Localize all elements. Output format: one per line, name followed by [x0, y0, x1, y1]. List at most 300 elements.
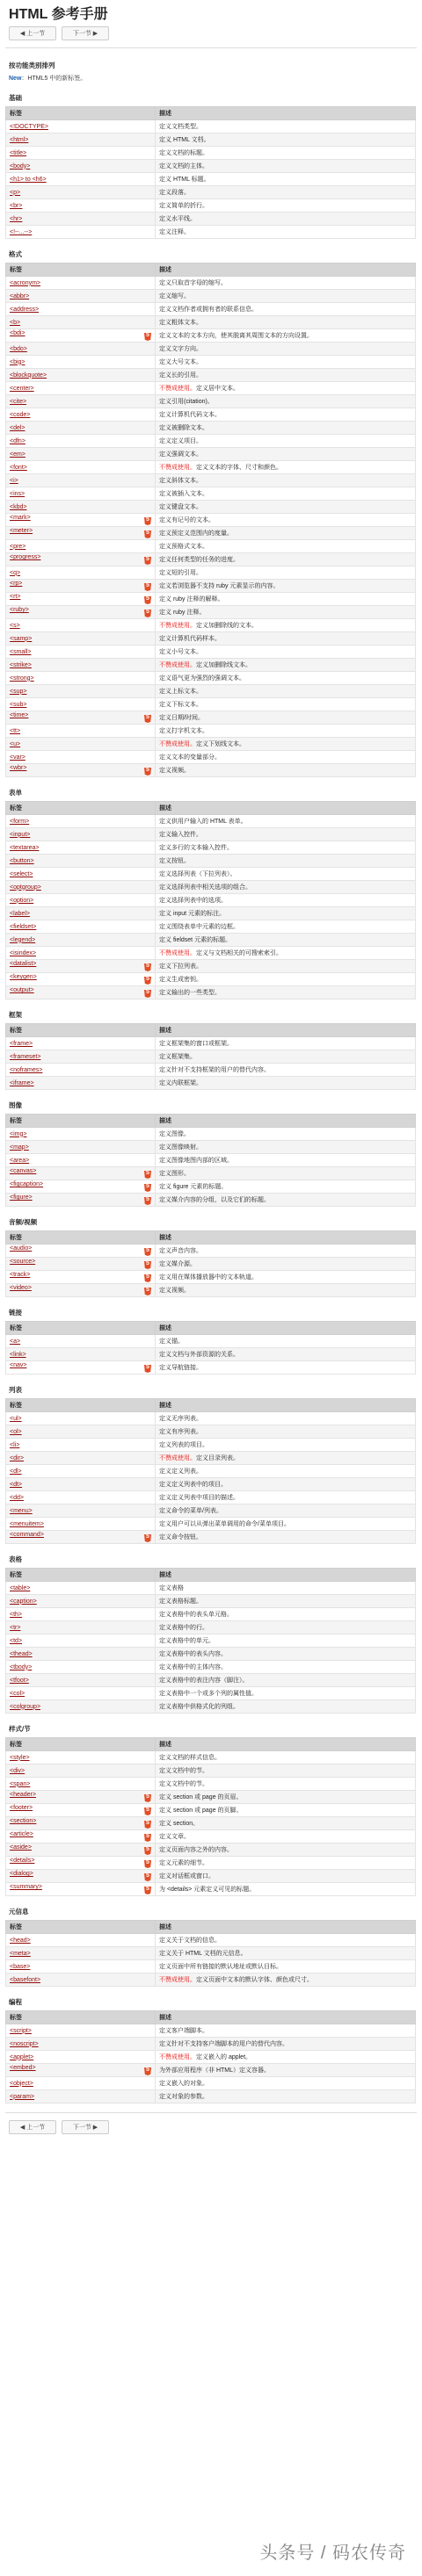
desc-cell — [156, 2051, 416, 2064]
tag-cell — [6, 316, 156, 329]
tag-cell — [6, 1167, 156, 1180]
desc-text: 定义加删除线文本。 — [196, 662, 251, 668]
deprecated-label: 不赞成使用。 — [159, 386, 196, 392]
tag-link[interactable]: <tfoot> — [10, 1677, 29, 1684]
tag-cell — [6, 1425, 156, 1439]
tag-cell — [6, 186, 156, 199]
tag-link[interactable]: <a> — [10, 1338, 21, 1345]
table-row — [6, 213, 416, 226]
tag-cell — [6, 1361, 156, 1375]
tag-link[interactable]: <legend> — [10, 936, 36, 943]
table-row — [6, 1973, 416, 1987]
tag-link[interactable]: <br> — [10, 202, 23, 209]
tag-link[interactable]: <strong> — [10, 675, 34, 682]
table-row — [6, 2090, 416, 2103]
tag-link[interactable]: <dt> — [10, 1481, 23, 1488]
html5-icon — [144, 596, 151, 604]
tag-link[interactable]: <b> — [10, 319, 21, 326]
desc-cell — [156, 1335, 416, 1348]
desc-cell — [156, 1271, 416, 1284]
tag-cell — [6, 1050, 156, 1064]
tag-cell — [6, 1791, 156, 1804]
desc-text: 定义表格中的表头单元格。 — [159, 1612, 233, 1618]
tag-link[interactable]: <address> — [10, 306, 40, 313]
table-row — [6, 1439, 416, 1452]
desc-cell — [156, 290, 416, 303]
tag-link[interactable]: <isindex> — [10, 949, 36, 956]
desc-cell — [156, 934, 416, 947]
table-row — [6, 501, 416, 514]
tag-link[interactable]: <blockquote> — [10, 372, 47, 379]
table-row — [6, 487, 416, 501]
next-button[interactable]: 下一节 ▶ — [62, 26, 109, 40]
tag-link[interactable]: <colgroup> — [10, 1703, 41, 1710]
deprecated-label: 不赞成使用。 — [159, 465, 196, 471]
desc-cell — [156, 1141, 416, 1154]
tag-link[interactable]: <em> — [10, 451, 25, 458]
tag-link[interactable]: <footer> — [10, 1805, 33, 1811]
desc-text: 定义用户可以从弹出菜单调用的命令/菜单项目。 — [159, 1521, 290, 1527]
table-row — [6, 738, 416, 751]
table-row — [6, 1687, 416, 1700]
desc-cell — [156, 1960, 416, 1973]
tag-link[interactable]: <sup> — [10, 688, 27, 695]
tag-cell — [6, 1674, 156, 1687]
tag-link[interactable]: <div> — [10, 1767, 25, 1774]
desc-cell — [156, 1934, 416, 1947]
tag-cell — [6, 632, 156, 646]
desc-text: 定义页面内容之外的内容。 — [159, 1847, 233, 1853]
tag-link[interactable]: <h1> to <h6> — [10, 176, 47, 183]
tag-cell — [6, 474, 156, 487]
tag-link[interactable]: <tbody> — [10, 1663, 33, 1670]
tag-link[interactable]: <title> — [10, 149, 27, 156]
tag-link[interactable]: <audio> — [10, 1245, 33, 1252]
html5-icon — [144, 1197, 151, 1205]
tag-link[interactable]: <u> — [10, 740, 21, 747]
table-row — [6, 120, 416, 133]
table-row — [6, 1412, 416, 1425]
desc-cell — [156, 514, 416, 527]
table-row — [6, 1778, 416, 1791]
tag-link[interactable]: <nav> — [10, 1362, 27, 1368]
table-row — [6, 2064, 416, 2077]
tag-link[interactable]: <textarea> — [10, 844, 40, 851]
tag-link[interactable]: <script> — [10, 2027, 32, 2034]
tag-link[interactable]: <table> — [10, 1584, 31, 1591]
table-row — [6, 277, 416, 290]
tag-link[interactable]: <time> — [10, 712, 29, 718]
html5-icon — [144, 610, 151, 617]
desc-cell — [156, 382, 416, 395]
table-row — [6, 841, 416, 855]
tag-link[interactable]: <aside> — [10, 1844, 32, 1851]
tag-link[interactable]: <td> — [10, 1637, 23, 1644]
tag-link[interactable]: <command> — [10, 1532, 44, 1538]
tag-link[interactable]: <track> — [10, 1272, 31, 1278]
desc-text: 定义表格中的行。 — [159, 1625, 208, 1631]
tag-link[interactable]: <video> — [10, 1285, 32, 1291]
table-row — [6, 566, 416, 580]
desc-cell — [156, 1621, 416, 1634]
table-row — [6, 2024, 416, 2038]
tag-link[interactable]: <!--...--> — [10, 228, 33, 235]
next-button-bottom[interactable]: 下一节 ▶ — [62, 2120, 109, 2134]
desc-text: 定义图像。 — [159, 1131, 190, 1137]
table-row — [6, 1452, 416, 1465]
desc-text: 定义文档中的节。 — [159, 1781, 208, 1787]
prev-button[interactable]: ◀ 上一节 — [9, 26, 56, 40]
tag-link[interactable]: <ruby> — [10, 607, 29, 613]
reference-table — [5, 801, 416, 999]
tag-link[interactable]: <bdo> — [10, 345, 27, 352]
tag-cell — [6, 685, 156, 698]
table-row — [6, 934, 416, 947]
table-row — [6, 711, 416, 725]
desc-text: 定义小号文本。 — [159, 649, 202, 655]
tag-link[interactable]: <code> — [10, 411, 31, 418]
table-row — [6, 1531, 416, 1544]
table-header-row — [6, 1738, 416, 1751]
tag-link[interactable]: <meter> — [10, 528, 33, 534]
table-row — [6, 1478, 416, 1491]
tag-cell — [6, 1194, 156, 1207]
desc-cell — [156, 1634, 416, 1648]
desc-text: 定义页面中文本的默认字体、颜色或尺寸。 — [196, 1977, 313, 1983]
tag-link[interactable]: <img> — [10, 1130, 27, 1137]
tag-link[interactable]: <param> — [10, 2093, 35, 2100]
desc-cell — [156, 173, 416, 186]
tag-cell — [6, 1439, 156, 1452]
tag-link[interactable]: <cite> — [10, 398, 27, 405]
desc-text: 定义锚。 — [159, 1339, 184, 1345]
table-row — [6, 1167, 416, 1180]
tag-link[interactable]: <!DOCTYPE> — [10, 123, 48, 130]
tag-link[interactable]: <area> — [10, 1157, 30, 1164]
tag-cell — [6, 973, 156, 986]
table-row — [6, 685, 416, 698]
desc-text: 定义下划线文本。 — [196, 741, 245, 747]
tag-cell — [6, 1960, 156, 1973]
desc-cell — [156, 1778, 416, 1791]
column-header-desc: 描述 — [156, 263, 416, 277]
tag-link[interactable]: <th> — [10, 1611, 23, 1618]
tag-link[interactable]: <big> — [10, 358, 25, 365]
bottom-nav — [5, 2112, 417, 2141]
desc-text: 定义表格中一个或多个列的属性值。 — [159, 1691, 258, 1697]
tag-link[interactable]: <samp> — [10, 635, 33, 642]
tag-cell — [6, 1844, 156, 1857]
desc-text: 定义表格中供格式化的列组。 — [159, 1704, 239, 1710]
tag-link[interactable]: <meta> — [10, 1950, 31, 1957]
desc-text: 定义预定义范围内的度量。 — [159, 530, 233, 537]
tag-link[interactable]: <noscript> — [10, 2040, 39, 2047]
tag-link[interactable]: <iframe> — [10, 1079, 34, 1086]
tag-cell — [6, 1817, 156, 1830]
table-row — [6, 1764, 416, 1778]
table-row — [6, 815, 416, 828]
tag-cell — [6, 1595, 156, 1608]
tag-cell — [6, 711, 156, 725]
tag-link[interactable]: <dl> — [10, 1468, 22, 1475]
tag-link[interactable]: <figure> — [10, 1194, 33, 1201]
tag-link[interactable]: <dd> — [10, 1494, 24, 1501]
desc-text: 定义斜体文本。 — [159, 478, 202, 484]
tag-link[interactable]: <applet> — [10, 2053, 34, 2060]
tag-cell — [6, 738, 156, 751]
table-row — [6, 1817, 416, 1830]
desc-cell — [156, 329, 416, 343]
tag-link[interactable]: <article> — [10, 1831, 33, 1837]
tag-link[interactable]: <bdi> — [10, 330, 25, 336]
desc-text: 定义有记号的文本。 — [159, 517, 215, 523]
tag-cell — [6, 881, 156, 894]
tag-link[interactable]: <thead> — [10, 1650, 33, 1657]
desc-text: 定义 input 元素的标注。 — [159, 911, 226, 917]
tag-cell — [6, 1452, 156, 1465]
table-header-row — [6, 263, 416, 277]
desc-text: 定义简单的折行。 — [159, 203, 208, 209]
tag-link[interactable]: <details> — [10, 1858, 35, 1864]
tag-link[interactable]: <dfn> — [10, 437, 25, 444]
table-row — [6, 881, 416, 894]
desc-text: 定义居中文本。 — [196, 386, 239, 392]
tag-link[interactable]: <object> — [10, 2080, 33, 2087]
tag-link[interactable]: <tr> — [10, 1624, 21, 1631]
table-row — [6, 133, 416, 147]
tag-link[interactable]: <output> — [10, 987, 34, 993]
tag-link[interactable]: <button> — [10, 857, 34, 864]
desc-text: 定义定义列表中项目的描述。 — [159, 1495, 239, 1501]
desc-text: 定义打字机文本。 — [159, 728, 208, 734]
table-row — [6, 672, 416, 685]
desc-cell — [156, 828, 416, 841]
tag-link[interactable]: <sub> — [10, 701, 27, 708]
desc-text: 定义文档类型。 — [159, 124, 202, 130]
tag-cell — [6, 947, 156, 960]
desc-text: 定义生成密钥。 — [159, 977, 202, 983]
tag-link[interactable]: <select> — [10, 870, 33, 877]
tag-link[interactable]: <font> — [10, 464, 27, 471]
desc-cell — [156, 580, 416, 593]
tag-cell — [6, 448, 156, 461]
tag-link[interactable]: <strike> — [10, 661, 32, 668]
tag-link[interactable]: <embed> — [10, 2065, 36, 2071]
desc-text: 定义列表的项目。 — [159, 1442, 208, 1448]
desc-text: 定义文档的样式信息。 — [159, 1755, 221, 1761]
tag-cell — [6, 855, 156, 868]
desc-cell — [156, 2024, 416, 2038]
html5-icon — [144, 990, 151, 998]
desc-cell — [156, 1764, 416, 1778]
tag-link[interactable]: <menu> — [10, 1507, 33, 1514]
tag-cell — [6, 1751, 156, 1764]
desc-cell — [156, 2090, 416, 2103]
table-row — [6, 947, 416, 960]
table-row — [6, 2077, 416, 2090]
desc-text: 定义媒介源。 — [159, 1261, 196, 1267]
tag-link[interactable]: <map> — [10, 1144, 29, 1151]
table-row — [6, 1648, 416, 1661]
tag-link[interactable]: <summary> — [10, 1884, 42, 1890]
html5-icon — [144, 977, 151, 985]
tag-link[interactable]: <source> — [10, 1259, 36, 1265]
deprecated-label: 不赞成使用。 — [159, 623, 196, 629]
tag-link[interactable]: <ul> — [10, 1415, 22, 1422]
table-row — [6, 764, 416, 777]
tag-link[interactable]: <caption> — [10, 1598, 37, 1605]
tag-cell — [6, 1348, 156, 1361]
tag-link[interactable]: <menuitem> — [10, 1520, 44, 1527]
tag-link[interactable]: <small> — [10, 648, 32, 655]
tag-link[interactable]: <datalist> — [10, 961, 37, 967]
tag-link[interactable]: <input> — [10, 831, 31, 838]
desc-text: 定义无序列表。 — [159, 1416, 202, 1422]
desc-text: 定义页面中所有链接的默认地址或默认目标。 — [159, 1964, 282, 1970]
tag-cell — [6, 593, 156, 606]
table-header-row — [6, 1115, 416, 1128]
tag-link[interactable]: <p> — [10, 189, 21, 196]
tag-link[interactable]: <form> — [10, 818, 30, 825]
desc-cell — [156, 1194, 416, 1207]
tag-link[interactable]: <label> — [10, 910, 30, 917]
table-row — [6, 1960, 416, 1973]
desc-text: 定义有序列表。 — [159, 1429, 202, 1435]
tag-link[interactable]: <center> — [10, 385, 34, 392]
tag-link[interactable]: <ol> — [10, 1428, 22, 1435]
tag-link[interactable]: <section> — [10, 1818, 37, 1824]
tag-link[interactable]: <html> — [10, 136, 29, 143]
tag-link[interactable]: <rt> — [10, 594, 21, 600]
desc-cell — [156, 1245, 416, 1258]
tag-cell — [6, 1531, 156, 1544]
table-row — [6, 580, 416, 593]
tag-link[interactable]: <pre> — [10, 543, 26, 550]
desc-cell — [156, 1478, 416, 1491]
desc-text: 定义图像地图内部的区域。 — [159, 1158, 233, 1164]
tag-link[interactable]: <fieldset> — [10, 923, 37, 930]
column-header-desc: 描述 — [156, 1322, 416, 1335]
tag-link[interactable]: <frame> — [10, 1040, 33, 1047]
tag-link[interactable]: <keygen> — [10, 974, 37, 980]
desc-text: 定义对象的参数。 — [159, 2094, 208, 2100]
tag-link[interactable]: <mark> — [10, 515, 31, 521]
tag-link[interactable]: <dir> — [10, 1454, 24, 1461]
desc-cell — [156, 226, 416, 239]
desc-cell — [156, 960, 416, 973]
tag-link[interactable]: <wbr> — [10, 765, 27, 771]
table-row — [6, 382, 416, 395]
prev-button-bottom[interactable]: ◀ 上一节 — [9, 2120, 56, 2134]
tag-link[interactable]: <figcaption> — [10, 1181, 44, 1187]
tag-link[interactable]: <head> — [10, 1937, 31, 1944]
tag-link[interactable]: <li> — [10, 1441, 20, 1448]
table-row — [6, 986, 416, 999]
desc-text: 定义缩写。 — [159, 293, 190, 299]
tag-link[interactable]: <acronym> — [10, 279, 41, 286]
tag-cell — [6, 1491, 156, 1504]
tag-link[interactable]: <link> — [10, 1351, 26, 1358]
table-row — [6, 960, 416, 973]
tag-cell — [6, 934, 156, 947]
table-row — [6, 1361, 416, 1375]
desc-cell — [156, 1258, 416, 1271]
desc-text: 定义图形。 — [159, 1171, 190, 1177]
html5-icon — [144, 1288, 151, 1295]
tag-cell — [6, 659, 156, 672]
desc-text: 定义文字方向。 — [159, 346, 202, 352]
tag-cell — [6, 133, 156, 147]
tag-link[interactable]: <frameset> — [10, 1053, 41, 1060]
table-row — [6, 1425, 416, 1439]
tag-link[interactable]: <body> — [10, 162, 31, 170]
table-row — [6, 408, 416, 422]
reference-table — [5, 1920, 416, 1987]
tag-cell — [6, 646, 156, 659]
tag-link[interactable]: <basefont> — [10, 1976, 41, 1983]
desc-text: 定义 figure 元素的标题。 — [159, 1184, 228, 1190]
desc-cell — [156, 973, 416, 986]
reference-table — [5, 1321, 416, 1375]
desc-cell — [156, 920, 416, 934]
desc-text: 定义文本的文本方向，使其脱离其周围文本的方向设置。 — [159, 333, 313, 339]
tag-link[interactable]: <canvas> — [10, 1168, 37, 1174]
table-row — [6, 514, 416, 527]
tag-link[interactable]: <style> — [10, 1754, 30, 1761]
tag-cell — [6, 422, 156, 435]
desc-cell — [156, 685, 416, 698]
table-row — [6, 474, 416, 487]
tag-link[interactable]: <hr> — [10, 215, 23, 222]
tag-link[interactable]: <progress> — [10, 554, 41, 560]
tag-link[interactable]: <span> — [10, 1780, 31, 1787]
html5-icon — [144, 768, 151, 776]
desc-text: 定义任何类型的任务的进度。 — [159, 557, 239, 563]
tag-link[interactable]: <abbr> — [10, 292, 30, 299]
tag-link[interactable]: <rp> — [10, 581, 23, 587]
tag-link[interactable]: <var> — [10, 754, 25, 761]
tag-cell — [6, 1830, 156, 1844]
new-label: New — [9, 76, 22, 82]
tag-link[interactable]: <del> — [10, 424, 25, 431]
tag-link[interactable]: <q> — [10, 569, 21, 576]
desc-cell — [156, 1648, 416, 1661]
tag-link[interactable]: <base> — [10, 1963, 31, 1970]
tag-cell — [6, 1687, 156, 1700]
html5-icon — [144, 2067, 151, 2075]
section-title: 编程 — [9, 1998, 22, 2006]
tag-link[interactable]: <i> — [10, 477, 18, 484]
tag-link[interactable]: <col> — [10, 1690, 25, 1697]
desc-text: 定义框架集的窗口或框架。 — [159, 1041, 233, 1047]
desc-cell — [156, 1883, 416, 1896]
tag-link[interactable]: <option> — [10, 897, 34, 904]
tag-cell — [6, 1518, 156, 1531]
tag-link[interactable]: <dialog> — [10, 1871, 33, 1877]
tag-link[interactable]: <ins> — [10, 490, 25, 497]
reference-sections — [5, 93, 417, 2103]
tag-link[interactable]: <header> — [10, 1792, 36, 1798]
tag-link[interactable]: <noframes> — [10, 1066, 43, 1073]
tag-link[interactable]: <s> — [10, 622, 20, 629]
tag-link[interactable]: <tt> — [10, 727, 21, 734]
desc-cell — [156, 1661, 416, 1674]
table-row — [6, 1804, 416, 1817]
tag-link[interactable]: <kbd> — [10, 503, 27, 510]
desc-cell — [156, 277, 416, 290]
desc-cell — [156, 881, 416, 894]
tag-link[interactable]: <optgroup> — [10, 884, 41, 891]
